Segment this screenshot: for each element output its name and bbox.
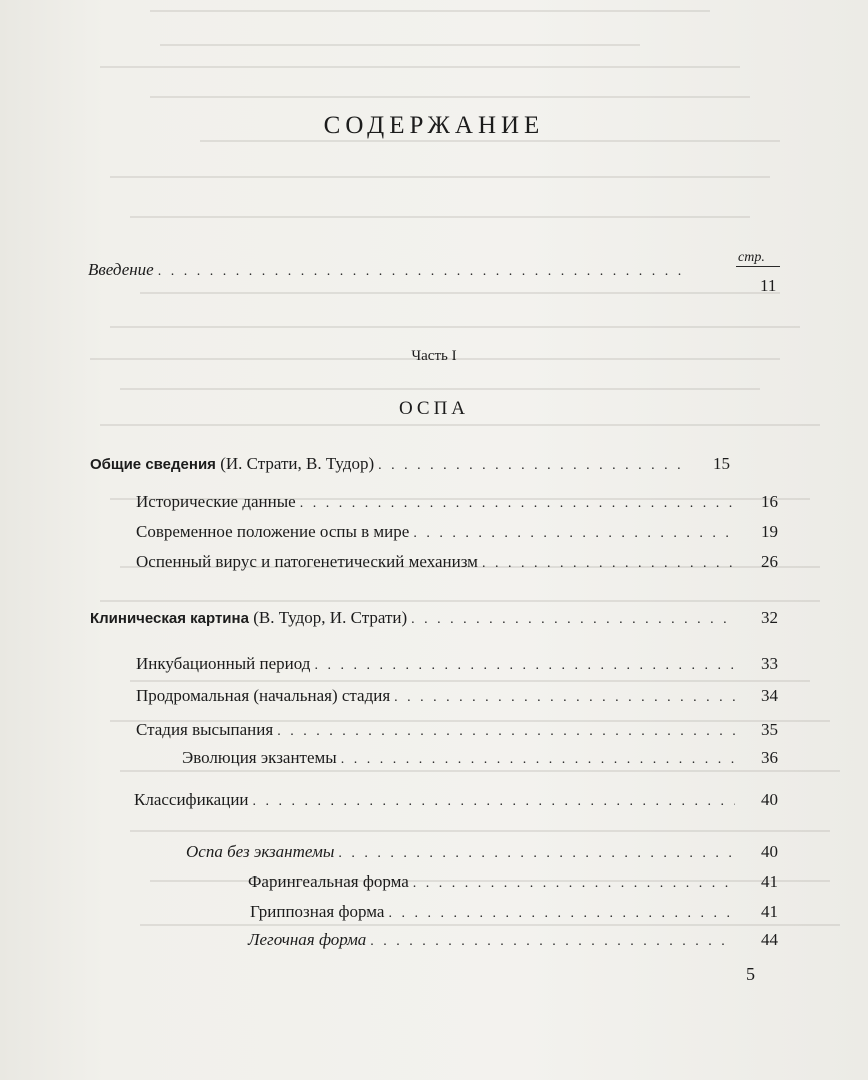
page-number: 5 xyxy=(746,964,755,984)
contents-heading: СОДЕРЖАНИЕ xyxy=(323,112,545,139)
toc-entry-label-bold: Клиническая картина xyxy=(90,610,249,627)
toc-entry-introduction[interactable] xyxy=(88,260,694,284)
page-column-rule xyxy=(736,266,780,267)
section-heading: ОСПА xyxy=(398,398,470,419)
toc-entry-page: 44 xyxy=(761,930,778,949)
toc-entry-eruption-stage[interactable] xyxy=(136,720,778,744)
toc-entry-label: Современное положение оспы в мире xyxy=(136,522,410,541)
toc-entry-page: 11 xyxy=(760,276,777,295)
toc-entry-virus[interactable] xyxy=(136,552,778,576)
toc-entry-label: Стадия высыпания xyxy=(136,720,274,739)
dot-leader xyxy=(388,906,735,922)
dot-leader xyxy=(338,846,735,862)
dot-leader xyxy=(300,496,735,512)
toc-entry-page: 16 xyxy=(761,492,778,511)
dot-leader xyxy=(413,526,735,542)
dot-leader xyxy=(378,458,687,474)
toc-entry-no-exanthem[interactable] xyxy=(186,842,778,866)
toc-entry-page: 40 xyxy=(761,842,778,861)
toc-entry-authors: (В. Тудор, И. Страти) xyxy=(248,608,408,627)
toc-entry-page: 32 xyxy=(761,608,778,627)
toc-entry-incubation[interactable] xyxy=(136,654,778,678)
toc-entry-page: 35 xyxy=(761,720,778,739)
toc-entry-label-bold: Общие сведения xyxy=(90,456,216,473)
toc-entry-page: 40 xyxy=(761,790,778,809)
toc-entry-current-situation[interactable] xyxy=(136,522,778,546)
toc-entry-clinical-picture[interactable] xyxy=(90,608,778,632)
toc-entry-authors: (И. Страти, В. Тудор) xyxy=(215,454,375,473)
dot-leader xyxy=(411,612,735,628)
toc-entry-page: 33 xyxy=(761,654,778,673)
part-heading: Часть I xyxy=(411,348,457,364)
toc-entry-label: Введение xyxy=(88,260,154,279)
dot-leader xyxy=(277,724,735,740)
toc-entry-label: Исторические данные xyxy=(136,492,296,511)
toc-entry-page: 15 xyxy=(713,454,730,473)
toc-entry-prodromal[interactable] xyxy=(136,686,778,710)
toc-entry-general-info[interactable] xyxy=(90,454,730,478)
toc-entry-page: 41 xyxy=(761,902,778,921)
toc-entry-classifications[interactable] xyxy=(134,790,778,814)
toc-entry-exanthem-evolution[interactable] xyxy=(182,748,778,772)
dot-leader xyxy=(370,934,735,950)
toc-entry-history[interactable] xyxy=(136,492,778,516)
toc-entry-label: Фарингеальная форма xyxy=(248,872,409,891)
dot-leader xyxy=(158,264,690,280)
toc-entry-label: Гриппозная форма xyxy=(250,902,385,921)
toc-entry-label: Продромальная (начальная) стадия xyxy=(136,686,391,705)
toc-entry-label: Инкубационный период xyxy=(136,654,311,673)
dot-leader xyxy=(341,752,735,768)
toc-entry-pharyngeal[interactable] xyxy=(248,872,778,896)
toc-entry-influenza-form[interactable] xyxy=(250,902,778,926)
dot-leader xyxy=(394,690,735,706)
toc-entry-label: Классификации xyxy=(134,790,249,809)
toc-entry-label: Эволюция экзантемы xyxy=(182,748,337,767)
toc-entry-page: 26 xyxy=(761,552,778,571)
toc-entry-page: 36 xyxy=(761,748,778,767)
page-column-label: стр. xyxy=(738,250,765,265)
toc-entry-label: Оспенный вирус и патогенетический механизм xyxy=(136,552,478,571)
dot-leader xyxy=(253,794,735,810)
toc-entry-pulmonary[interactable] xyxy=(248,930,778,954)
toc-entry-page: 19 xyxy=(761,522,778,541)
toc-entry-page: 41 xyxy=(761,872,778,891)
dot-leader xyxy=(482,556,735,572)
dot-leader xyxy=(314,658,735,674)
toc-entry-label: Оспа без экзантемы xyxy=(186,842,335,861)
toc-entry-label: Легочная форма xyxy=(248,930,367,949)
dot-leader xyxy=(413,876,735,892)
toc-entry-page: 34 xyxy=(761,686,778,705)
